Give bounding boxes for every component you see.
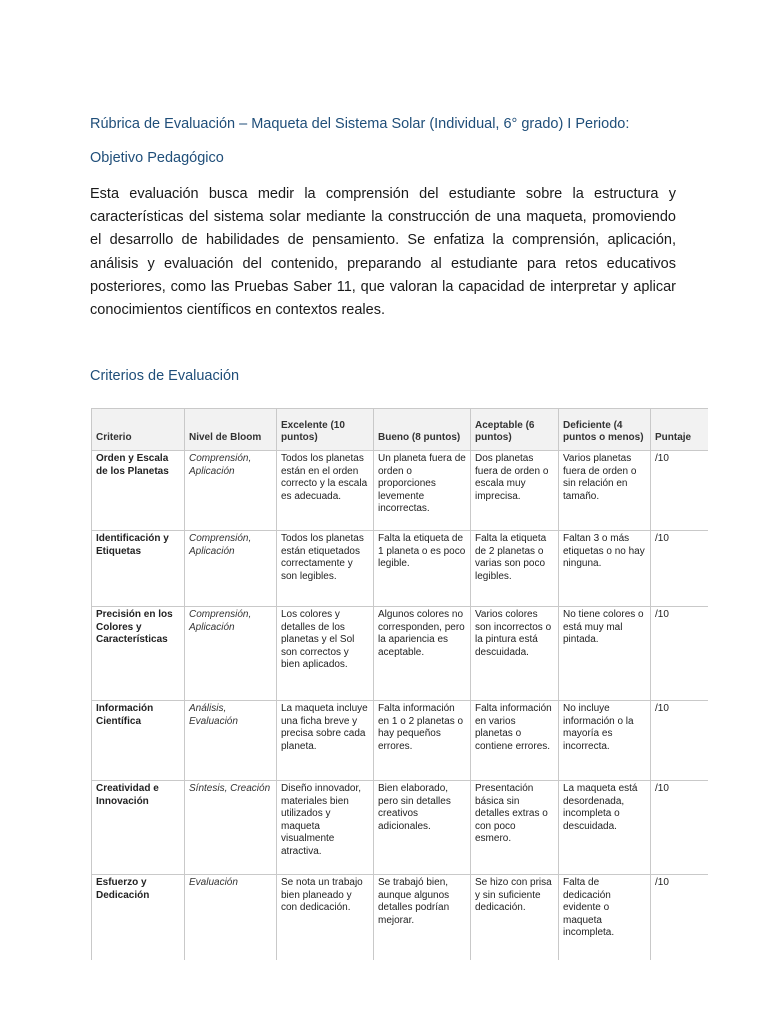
cell-bloom: Comprensión, Aplicación — [185, 607, 277, 701]
cell-puntaje: /10 — [651, 451, 709, 531]
cell-criterio: Creatividad e Innovación — [92, 781, 185, 875]
cell-deficiente: La maqueta está desordenada, incompleta o descuidada. — [559, 781, 651, 875]
cell-bueno: Un planeta fuera de orden o proporciones levemente incorrectas. — [374, 451, 471, 531]
cell-bueno: Falta la etiqueta de 1 planeta o es poco legible. — [374, 531, 471, 607]
header-bueno: Bueno (8 puntos) — [374, 409, 471, 451]
cell-criterio: Orden y Escala de los Planetas — [92, 451, 185, 531]
cell-excelente: Todos los planetas están etiquetados correctamente y son legibles. — [277, 531, 374, 607]
cell-aceptable: Presentación básica sin detalles extras o con poco esmero. — [471, 781, 559, 875]
cell-aceptable: Se hizo con prisa y sin suficiente dedicación. — [471, 875, 559, 961]
header-puntaje: Puntaje — [651, 409, 709, 451]
cell-bueno: Bien elaborado, pero sin detalles creativos adicionales. — [374, 781, 471, 875]
objective-heading: Objetivo Pedagógico — [90, 150, 224, 166]
cell-criterio: Esfuerzo y Dedicación — [92, 875, 185, 961]
header-criterio: Criterio — [92, 409, 185, 451]
cell-bueno: Se trabajó bien, aunque algunos detalles podrían mejorar. — [374, 875, 471, 961]
cell-aceptable: Falta la etiqueta de 2 planetas o varias son poco legibles. — [471, 531, 559, 607]
cell-bloom: Comprensión, Aplicación — [185, 451, 277, 531]
header-bloom: Nivel de Bloom — [185, 409, 277, 451]
rubric-table-container — [91, 408, 708, 960]
cell-deficiente: No incluye información o la mayoría es incorrecta. — [559, 701, 651, 781]
cell-criterio: Precisión en los Colores y Características — [92, 607, 185, 701]
cell-deficiente: Faltan 3 o más etiquetas o no hay ninguna. — [559, 531, 651, 607]
criteria-heading: Criterios de Evaluación — [90, 368, 240, 384]
header-excelente: Excelente (10 puntos) — [277, 409, 374, 451]
header-aceptable: Aceptable (6 puntos) — [471, 409, 559, 451]
cell-bueno: Falta información en 1 o 2 planetas o hay pequeños errores. — [374, 701, 471, 781]
cell-aceptable: Varios colores son incorrectos o la pintura está descuidada. — [471, 607, 559, 701]
cell-bloom: Síntesis, Creación — [185, 781, 277, 875]
table-row — [92, 701, 709, 781]
cell-bloom: Comprensión, Aplicación — [185, 531, 277, 607]
cell-puntaje: /10 — [651, 531, 709, 607]
cell-criterio: Identificación y Etiquetas — [92, 531, 185, 607]
intro-paragraph: Esta evaluación busca medir la comprensión del estudiante sobre la estructura y características del sistema solar mediante la construcción de una maqueta, promoviendo el desarrollo de habilidades de pensamiento. Se enfatiza la comprensión, aplicación, análisis y evaluación del contenido, preparando al estudiante para retos educativos posteriores, como las Pruebas Saber 11, que valoran la capacidad de interpretar y aplicar conocimientos científicos en contextos reales. — [90, 186, 676, 319]
table-header-row — [92, 409, 709, 451]
table-row — [92, 531, 709, 607]
cell-excelente: Todos los planetas están en el orden correcto y la escala es adecuada. — [277, 451, 374, 531]
cell-excelente: Diseño innovador, materiales bien utilizados y maqueta visualmente atractiva. — [277, 781, 374, 875]
cell-bloom: Análisis, Evaluación — [185, 701, 277, 781]
table-row — [92, 607, 709, 701]
cell-excelente: La maqueta incluye una ficha breve y precisa sobre cada planeta. — [277, 701, 374, 781]
table-row — [92, 875, 709, 961]
cell-puntaje: /10 — [651, 781, 709, 875]
cell-criterio: Información Científica — [92, 701, 185, 781]
cell-deficiente: No tiene colores o está muy mal pintada. — [559, 607, 651, 701]
header-deficiente: Deficiente (4 puntos o menos) — [559, 409, 651, 451]
cell-bueno: Algunos colores no corresponden, pero la apariencia es aceptable. — [374, 607, 471, 701]
cell-bloom: Evaluación — [185, 875, 277, 961]
table-row — [92, 781, 709, 875]
cell-puntaje: /10 — [651, 875, 709, 961]
cell-deficiente: Varios planetas fuera de orden o sin relación en tamaño. — [559, 451, 651, 531]
cell-puntaje: /10 — [651, 607, 709, 701]
cell-deficiente: Falta de dedicación evidente o maqueta incompleta. — [559, 875, 651, 961]
table-row — [92, 451, 709, 531]
document-title: Rúbrica de Evaluación – Maqueta del Sistema Solar (Individual, 6° grado) I Periodo: — [90, 116, 630, 132]
cell-excelente: Los colores y detalles de los planetas y el Sol son correctos y bien aplicados. — [277, 607, 374, 701]
cell-aceptable: Dos planetas fuera de orden o escala muy imprecisa. — [471, 451, 559, 531]
cell-puntaje: /10 — [651, 701, 709, 781]
cell-excelente: Se nota un trabajo bien planeado y con dedicación. — [277, 875, 374, 961]
rubric-table — [91, 408, 708, 960]
cell-aceptable: Falta información en varios planetas o contiene errores. — [471, 701, 559, 781]
